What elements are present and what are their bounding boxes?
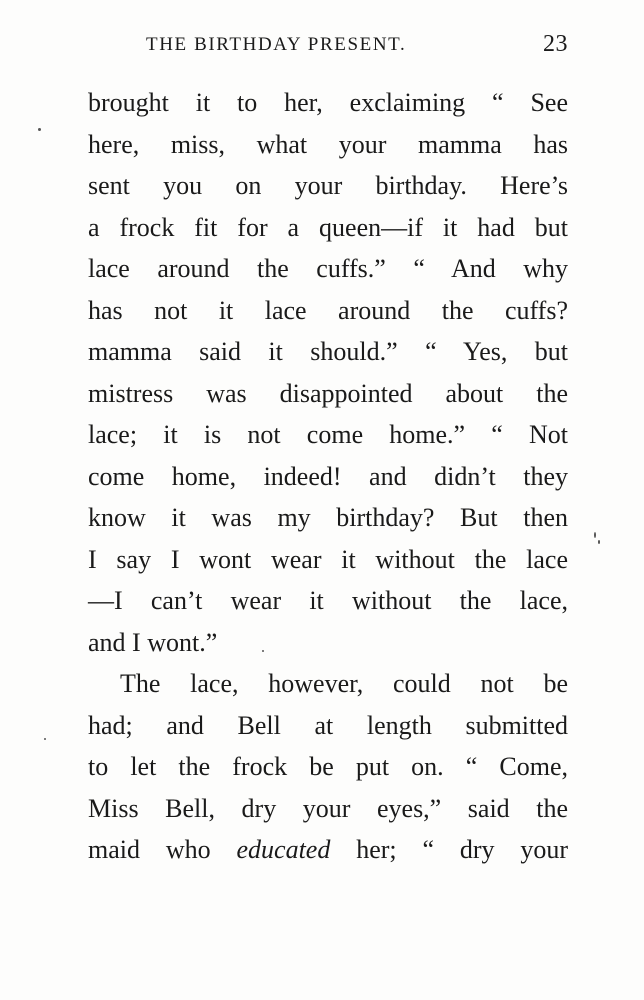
text-line: sent you on your birthday. Here’s — [88, 171, 568, 200]
text-line: lace; it is not come home.” “ Not — [88, 420, 568, 449]
text-line: to let the frock be put on. “ Come, — [88, 752, 568, 781]
paragraph-start-line: The lace, however, could not be — [120, 669, 568, 698]
text-line: —I can’t wear it without the lace, — [88, 586, 568, 615]
line-segment: her; “ dry your — [356, 835, 569, 864]
line-segment: maid who — [88, 835, 211, 864]
paper-speck — [38, 128, 41, 131]
text-line: had; and Bell at length submitted — [88, 710, 568, 740]
text-line: Miss Bell, dry your eyes,” said the — [88, 793, 568, 823]
page-number: 23 — [543, 31, 568, 57]
paper-speck — [262, 650, 264, 652]
running-head — [88, 31, 568, 64]
text-line: a frock fit for a queen—if it had but — [88, 212, 568, 242]
text-line: I say I wont wear it without the lace — [88, 544, 568, 574]
text-line: mistress was disappointed about the — [88, 378, 568, 408]
paper-speck — [594, 532, 596, 538]
text-line: here, miss, what your mamma has — [88, 129, 568, 159]
text-line: mamma said it should.” “ Yes, but — [88, 337, 568, 366]
italic-emphasis: educated — [236, 835, 331, 864]
text-line: lace around the cuffs.” “ And why — [88, 254, 568, 283]
text-line: come home, indeed! and didn’t they — [88, 461, 568, 491]
body-text — [88, 82, 568, 871]
paper-speck — [44, 738, 46, 740]
running-title: THE BIRTHDAY PRESENT. — [146, 34, 407, 55]
paragraph-end-line: and I wont.” — [88, 627, 218, 657]
text-line: know it was my birthday? But then — [88, 503, 568, 532]
text-line: has not it lace around the cuffs? — [88, 295, 568, 325]
text-line: brought it to her, exclaiming “ See — [88, 88, 568, 117]
paper-speck — [598, 540, 600, 544]
text-line-with-emphasis — [88, 829, 568, 871]
